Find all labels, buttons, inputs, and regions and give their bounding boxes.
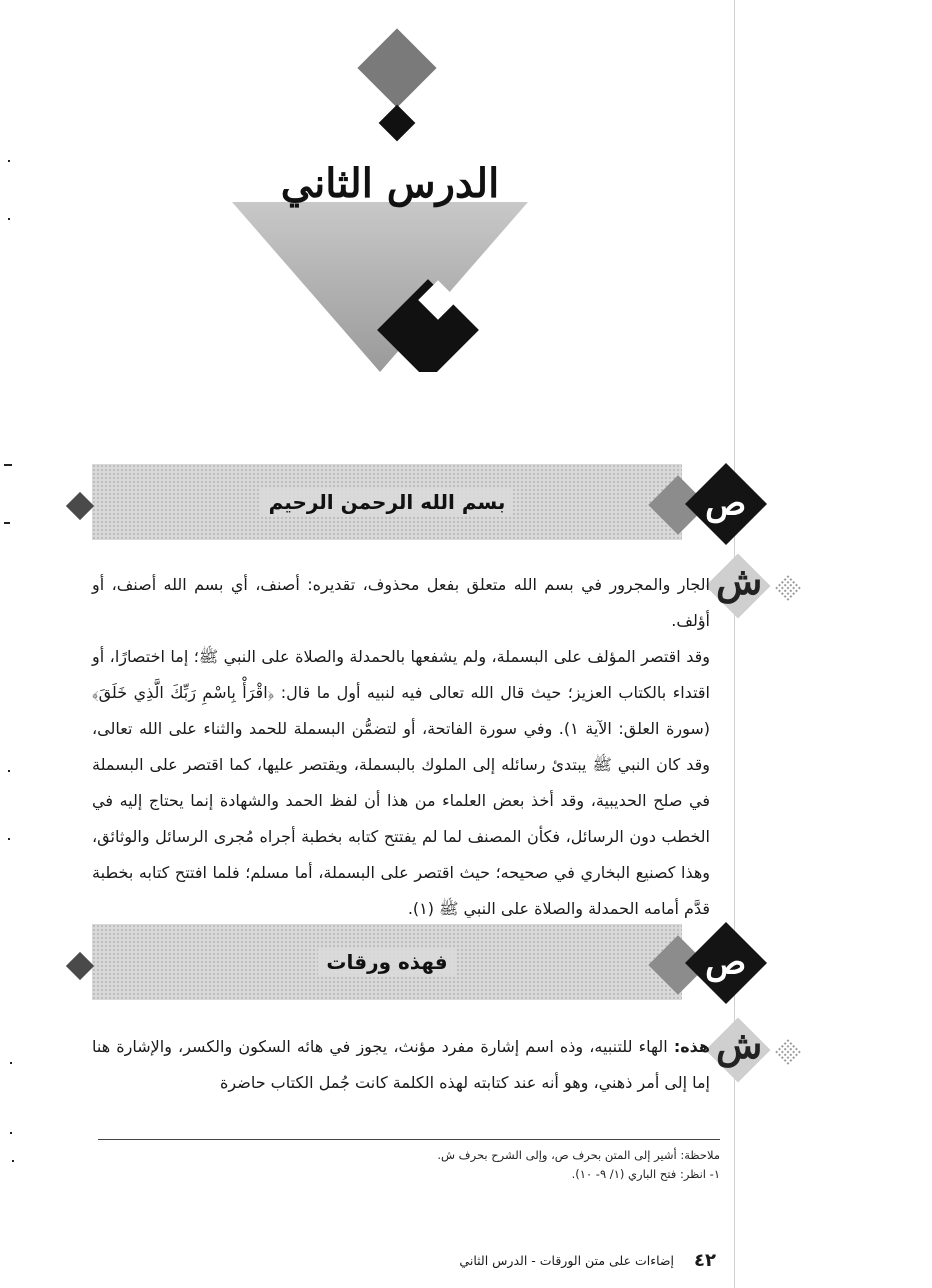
footnote-item: ١- انظر: فتح الباري (١/ ٩- ١٠).: [571, 1167, 720, 1181]
section-banner: [92, 924, 682, 1000]
page-footer: [430, 1250, 716, 1271]
matn-marker: [685, 463, 767, 545]
paragraph: وقد اقتصر المؤلف على البسملة، ولم يشفعها بالحمدلة والصلاة على النبي ﷺ؛ إما اختصارًا، أو اقتداء بالكتاب العزيز؛ حيث قال الله تعالى فيه لنبيه أول ما قال: ﴿اقْرَأْ بِاسْمِ رَبِّكَ الَّذِي خَلَقَ﴾ (سورة العلق: الآية ١). وفي سورة الفاتحة، أو لتضمُّن البسملة للحمد والثناء على الله تعالى، وقد كان النبي ﷺ يبتدئ رسائله إلى الملوك بالبسملة، ويقتصر عليها، كما اقتصر على البسملة في صلح الحديبية، وقد أخذ بعض العلماء من هذا أن لفظ الحمد والشهادة إنما يحتاج إليه في الخطب دون الرسائل، فكأن المصنف لما لم يفتتح كتابه بخطبة أجراه مُجرى الرسائل والوثائق، وهذا كصنيع البخاري في صحيحه؛ حيث اقتصر على البسملة، أما مسلم؛ فلما افتتح كتابه بخطبة قدَّم أمامه الحمدلة والصلاة على النبي ﷺ (١).: [92, 647, 710, 918]
paragraph: [92, 1029, 710, 1101]
section-title: فهذه ورقات: [318, 948, 455, 976]
scan-speck: [8, 218, 10, 220]
matn-marker-letter: ص: [705, 483, 747, 524]
banner-end-diamond: [66, 952, 94, 980]
section-body: [92, 1029, 710, 1101]
sharh-marker-dots: [774, 1038, 802, 1066]
section-body: [92, 567, 710, 927]
footnote-separator: [98, 1139, 720, 1140]
scan-speck: [12, 1160, 14, 1162]
scan-speck: [10, 1062, 12, 1064]
footnotes: [98, 1146, 720, 1184]
scan-speck: [4, 522, 10, 524]
matn-marker-letter: ص: [705, 942, 747, 983]
scan-speck: [10, 1132, 12, 1134]
scan-speck: [8, 160, 10, 162]
scan-speck: [8, 838, 10, 840]
matn-marker: [685, 922, 767, 1004]
scan-speck: [4, 464, 12, 466]
sharh-marker-letter: ش: [716, 558, 763, 603]
header-ornament-diamond: [357, 28, 436, 107]
footnote-note: ملاحظة: أشير إلى المتن بحرف ص، وإلى الشرح بحرف ش.: [437, 1148, 720, 1162]
section-title: بسم الله الرحمن الرحيم: [261, 488, 514, 516]
paragraph-text: الهاء للتنبيه، وذه اسم إشارة مفرد مؤنث، يجوز في هائه السكون والكسر، والإشارة هنا إما إلى أمر ذهني، وهو أنه عند كتابته لهذه الكلمة كانت جُمل الكتاب حاضرة: [92, 1037, 710, 1092]
sharh-marker-letter: ش: [716, 1022, 763, 1067]
page-edge-line: [734, 0, 735, 1288]
running-title: إضاءات على متن الورقات - الدرس الثاني: [459, 1253, 675, 1268]
header-ornament-small-diamond: [379, 105, 416, 142]
page-number: ٤٢: [694, 1250, 716, 1271]
lead-word: هذه:: [673, 1037, 711, 1056]
paragraph: الجار والمجرور في بسم الله متعلق بفعل محذوف، تقديره: أصنف، أي بسم الله أصنف، أو أؤلف.: [92, 575, 710, 630]
scan-speck: [8, 770, 10, 772]
header-ornament-triangle: [232, 202, 528, 372]
banner-end-diamond: [66, 492, 94, 520]
section-banner: [92, 464, 682, 540]
lesson-title: الدرس الثاني: [280, 160, 500, 207]
sharh-marker-dots: [774, 574, 802, 602]
